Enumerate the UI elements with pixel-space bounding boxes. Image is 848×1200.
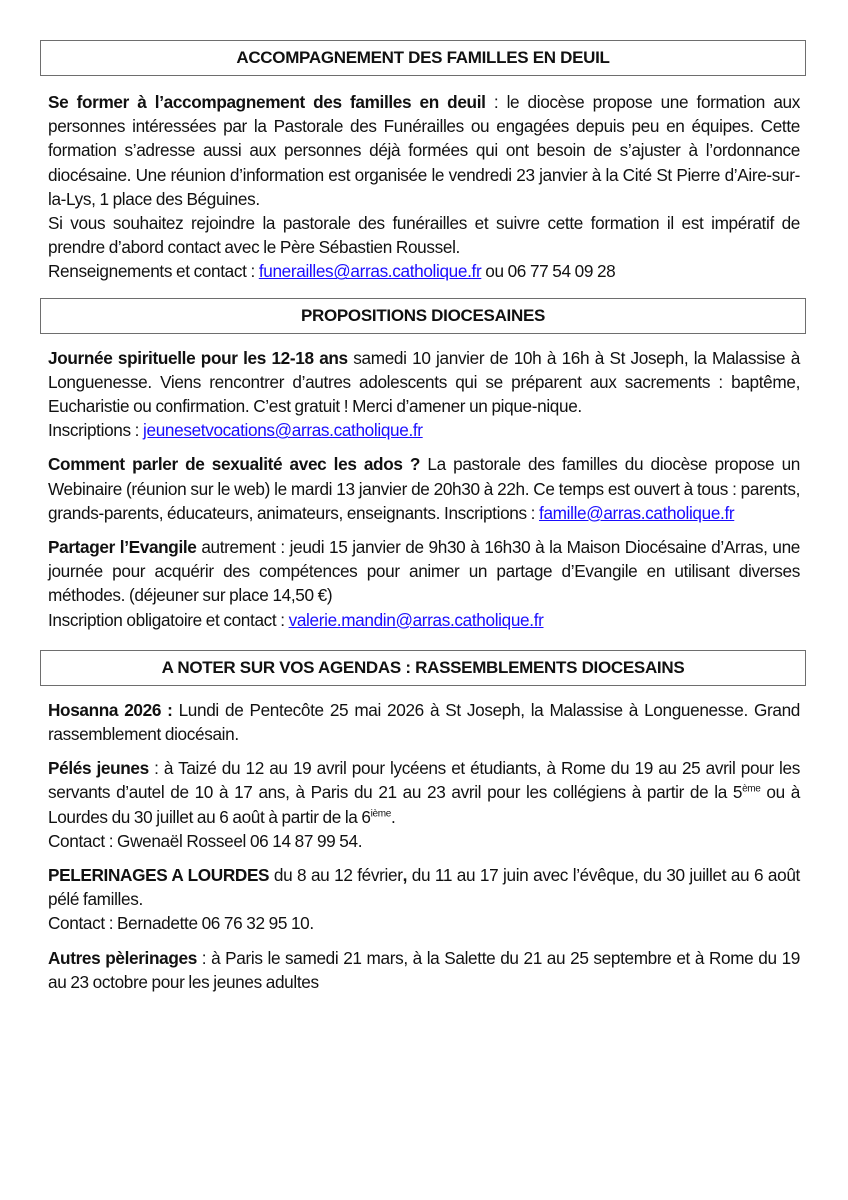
- paragraph-text: du 8 au 12 février: [269, 865, 403, 886]
- paragraph-journee-spirituelle: [48, 346, 800, 419]
- section-body-deuil: [48, 90, 800, 284]
- paragraph-text: : le diocèse propose une formation aux personnes intéressées par la Pastorale des Funérailles ou engagées depuis peu en équipes. Cette formation s’adresse aussi aux personnes déjà formées qui ont besoin de s’ajuster à l’ordonnance diocésaine. Une réunion d’information est organisée le vendredi 23 janvier à la Cité St Pierre d’Aire-sur-la-Lys, 1 place des Béguines.: [48, 92, 800, 209]
- paragraph-contact-line: [48, 259, 800, 283]
- paragraph-text: .: [390, 806, 396, 827]
- superscript: ième: [370, 807, 391, 819]
- paragraph-autres-pelerinages: [48, 946, 800, 994]
- paragraph-text: : à Taizé du 12 au 19 avril pour lycéens et étudiants, à Rome du 19 au 25 avril pour les servants d’autel de 10 à 17 ans, à Paris du 21 au 23 avril pour les collégiens à partir de la 5: [48, 758, 800, 803]
- paragraph-text: La pastorale des familles du diocèse propose un Webinaire (réunion sur le web) le mardi 13 janvier de 20h30 à 22h. Ce temps est ouvert à tous : parents, grands-parents, éducateurs, animateurs, enseignants. Inscriptions :: [48, 454, 800, 523]
- paragraph-partager-evangile: [48, 535, 800, 608]
- bold-lead: Hosanna 2026 :: [48, 699, 173, 720]
- document-page: [48, 40, 800, 994]
- section-heading-propositions: PROPOSITIONS DIOCESAINES: [40, 298, 806, 334]
- bold-lead: PELERINAGES A LOURDES: [48, 865, 270, 886]
- paragraph-text: : à Paris le samedi 21 mars, à la Salette du 21 au 25 septembre et à Rome du 19 au 23 octobre pour les jeunes adultes: [48, 947, 800, 992]
- paragraph-contact-requirement: Si vous souhaitez rejoindre la pastorale des funérailles et suivre cette formation il est impératif de prendre d’abord contact avec le Père Sébastien Roussel.: [48, 213, 800, 258]
- email-link-famille[interactable]: famille@arras.catholique.fr: [539, 502, 735, 523]
- bold-lead: Se former à l’accompagnement des familles en deuil: [48, 92, 486, 112]
- contact-label: Inscriptions :: [48, 420, 144, 441]
- superscript: ème: [742, 783, 761, 795]
- paragraph-text: samedi 10 janvier de 10h à 16h à St Joseph, la Malassise à Longuenesse. Viens rencontrer d’autres adolescents qui se préparent aux sacrements : baptême, Eucharistie ou confirmation. C’est gratuit ! Merci d’amener un pique-nique.: [48, 347, 800, 417]
- bold-lead: Journée spirituelle pour les 12-18 ans: [48, 347, 348, 368]
- paragraph-inscription-obligatoire: [48, 608, 800, 632]
- paragraph-hosanna: [48, 698, 800, 746]
- paragraph-contact-rosseel: Contact : Gwenaël Rosseel 06 14 87 99 54.: [48, 830, 363, 851]
- email-link-valerie-mandin[interactable]: valerie.mandin@arras.catholique.fr: [288, 609, 544, 630]
- phone-text: ou 06 77 54 09 28: [481, 261, 616, 282]
- section-body-agendas: [48, 698, 800, 994]
- section-heading-deuil: ACCOMPAGNEMENT DES FAMILLES EN DEUIL: [40, 40, 806, 76]
- section-body-propositions: [48, 346, 800, 632]
- paragraph-contact-bernadette: Contact : Bernadette 06 76 32 95 10.: [48, 913, 314, 934]
- paragraph-formation-deuil: [48, 90, 800, 211]
- bold-lead: Pélés jeunes: [48, 758, 149, 779]
- bold-comma: ,: [402, 865, 408, 886]
- section-heading-agendas: A NOTER SUR VOS AGENDAS : RASSEMBLEMENTS DIOCESAINS: [40, 650, 806, 686]
- bold-lead: Autres pèlerinages: [48, 947, 197, 968]
- paragraph-text: ou à Lourdes du 30 juillet au 6 août à partir de la 6: [48, 782, 800, 827]
- email-link-funerailles[interactable]: funerailles@arras.catholique.fr: [258, 261, 482, 282]
- paragraph-text: Lundi de Pentecôte 25 mai 2026 à St Joseph, la Malassise à Longuenesse. Grand rassemblement diocésain.: [48, 699, 800, 745]
- contact-label: Inscription obligatoire et contact :: [48, 609, 289, 630]
- paragraph-pelerinages-lourdes: [48, 863, 800, 911]
- contact-label: Renseignements et contact :: [48, 261, 259, 282]
- bold-lead: Comment parler de sexualité avec les ados ?: [48, 454, 421, 475]
- email-link-jeunesetvocations[interactable]: jeunesetvocations@arras.catholique.fr: [143, 420, 423, 441]
- paragraph-inscriptions: [48, 418, 800, 442]
- paragraph-text: du 11 au 17 juin avec l’évêque, du 30 juillet au 6 août pélé familles.: [48, 865, 800, 910]
- paragraph-text: autrement : jeudi 15 janvier de 9h30 à 16h30 à la Maison Diocésaine d’Arras, une journée pour acquérir des compétences pour animer un partage d’Evangile en utilisant diverses méthodes. (déjeuner sur place 14,50 €): [48, 537, 800, 606]
- paragraph-sexualite-ados: [48, 452, 800, 525]
- bold-lead: Partager l’Evangile: [48, 537, 197, 558]
- paragraph-peles-jeunes: [48, 756, 800, 829]
